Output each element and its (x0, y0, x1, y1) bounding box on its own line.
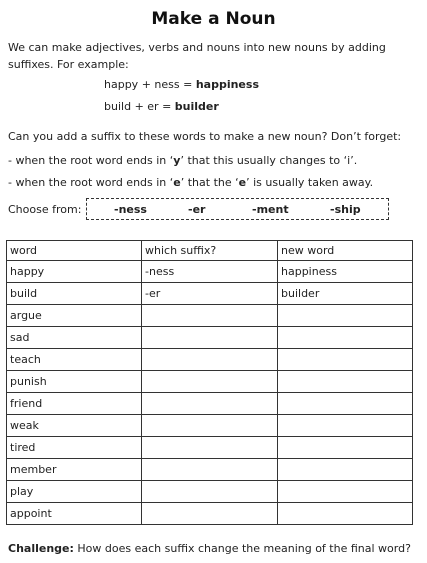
cell-word: happy (7, 261, 142, 283)
cell-new-word[interactable] (278, 349, 413, 371)
example-result: happiness (195, 78, 259, 91)
suffix-option: -er (188, 203, 206, 216)
column-header-suffix: which suffix? (142, 241, 278, 261)
cell-word: teach (7, 349, 142, 371)
rule-drop-e (8, 174, 418, 191)
table-row (7, 481, 413, 503)
cell-suffix[interactable] (142, 415, 278, 437)
challenge-question (8, 542, 411, 555)
cell-new-word[interactable] (278, 415, 413, 437)
rule-text: - when the root word ends in ‘ (8, 176, 174, 189)
cell-suffix[interactable] (142, 503, 278, 525)
example-suffix: er (147, 100, 159, 113)
cell-word: sad (7, 327, 142, 349)
choose-label: Choose from: (8, 203, 82, 216)
table-row (7, 305, 413, 327)
rule-letter: y (173, 154, 181, 167)
challenge-label: Challenge: (8, 542, 74, 555)
cell-new-word[interactable] (278, 371, 413, 393)
cell-suffix[interactable] (142, 305, 278, 327)
example-equals: = (162, 100, 172, 113)
rule-text: ’ that this usually changes to ‘ (180, 154, 348, 167)
example-base: build (104, 100, 132, 113)
cell-word: build (7, 283, 142, 305)
cell-new-word[interactable] (278, 481, 413, 503)
suffix-option: -ship (330, 203, 361, 216)
cell-new-word[interactable] (278, 503, 413, 525)
example-happiness (104, 78, 259, 91)
table-row (7, 283, 413, 305)
example-suffix: ness (154, 78, 180, 91)
cell-word: argue (7, 305, 142, 327)
suffix-table (6, 240, 413, 525)
cell-word: appoint (7, 503, 142, 525)
cell-word: punish (7, 371, 142, 393)
example-builder (104, 100, 219, 113)
table-header-row (7, 241, 413, 261)
example-equals: = (183, 78, 193, 91)
table-row (7, 415, 413, 437)
suffix-option: -ness (114, 203, 147, 216)
page-title: Make a Noun (151, 9, 276, 29)
table-row (7, 327, 413, 349)
table-row (7, 503, 413, 525)
example-base: happy (104, 78, 139, 91)
rule-text: ’. (350, 154, 358, 167)
cell-word: friend (7, 393, 142, 415)
challenge-text: How does each suffix change the meaning of the final word? (77, 542, 411, 555)
example-result: builder (174, 100, 219, 113)
cell-word: play (7, 481, 142, 503)
cell-new-word[interactable] (278, 437, 413, 459)
suffix-choice-box (86, 198, 389, 220)
table-row (7, 459, 413, 481)
rule-letter: i (347, 154, 351, 167)
rule-letter: e (173, 176, 181, 189)
rule-text: ’ is usually taken away. (246, 176, 374, 189)
cell-new-word[interactable] (278, 393, 413, 415)
cell-new-word[interactable] (278, 327, 413, 349)
table-row (7, 393, 413, 415)
cell-new-word[interactable]: happiness (278, 261, 413, 283)
column-header-new-word: new word (278, 241, 413, 261)
cell-suffix[interactable] (142, 371, 278, 393)
cell-suffix[interactable] (142, 327, 278, 349)
cell-suffix[interactable] (142, 481, 278, 503)
table-row (7, 261, 413, 283)
question-text: Can you add a suffix to these words to make a new noun? Don’t forget: (8, 130, 402, 143)
suffix-option: -ment (252, 203, 289, 216)
rule-text: ’ that the ‘ (180, 176, 239, 189)
intro-text: We can make adjectives, verbs and nouns into new nouns by adding suffixes. For example: (8, 41, 386, 71)
rule-text: - when the root word ends in ‘ (8, 154, 174, 167)
cell-word: member (7, 459, 142, 481)
rule-letter: e (238, 176, 247, 189)
cell-suffix[interactable] (142, 437, 278, 459)
column-header-word: word (7, 241, 142, 261)
cell-suffix[interactable]: -ness (142, 261, 278, 283)
table-row (7, 371, 413, 393)
example-plus: + (134, 100, 144, 113)
cell-suffix[interactable] (142, 349, 278, 371)
cell-suffix[interactable]: -er (142, 283, 278, 305)
table-body (7, 261, 413, 525)
cell-suffix[interactable] (142, 459, 278, 481)
cell-word: tired (7, 437, 142, 459)
cell-new-word[interactable] (278, 305, 413, 327)
table-row (7, 349, 413, 371)
cell-new-word[interactable]: builder (278, 283, 413, 305)
table-row (7, 437, 413, 459)
cell-word: weak (7, 415, 142, 437)
rule-y-to-i (8, 152, 418, 169)
cell-new-word[interactable] (278, 459, 413, 481)
example-plus: + (141, 78, 151, 91)
cell-suffix[interactable] (142, 393, 278, 415)
